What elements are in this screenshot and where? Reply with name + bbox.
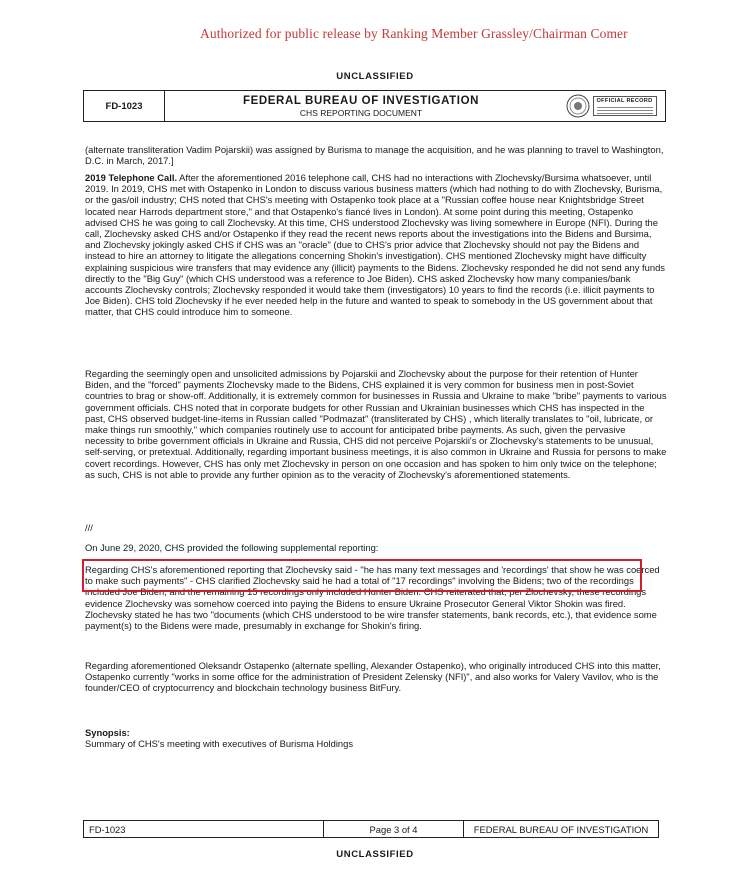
classification-top: UNCLASSIFIED <box>336 71 414 82</box>
official-record-stamp <box>593 96 657 116</box>
footer-page-number: Page 3 of 4 <box>324 821 464 837</box>
agency-title: FEDERAL BUREAU OF INVESTIGATION <box>242 94 480 107</box>
paragraph-3: On June 29, 2020, CHS provided the following supplemental reporting: <box>85 542 379 553</box>
highlight-box <box>82 559 642 592</box>
synopsis <box>85 727 667 749</box>
synopsis-heading: Synopsis: <box>85 727 130 738</box>
form-number: FD-1023 <box>84 91 165 121</box>
separator-text: /// <box>85 522 93 533</box>
paragraph-0: (alternate transliteration Vadim Pojarskii) was assigned by Burisma to manage the acquisition, and he was planning to travel to Washington, D.C. in March, 2017.] <box>85 144 664 167</box>
paragraph-ostapenko <box>85 660 667 694</box>
header-box <box>83 90 666 122</box>
paragraph-4: Regarding CHS's aforementioned reporting that Zlochevsky said - "he has many text messages and 'recordings' that show he was coerced to make such payments" - CHS clarified Zlochevsky said he had a total of "17 recordings" involving the Bidens; two of the recordings included Joe Biden, and the remaining 15 recordings only included Hunter Biden. CHS reiterated that, per Zlochevsky, these recordings evidence Zlochevsky was somehow coerced into paying the Bidens to ensure Ukraine Prosecutor General Viktor Shokin was fired. Zlochevsky stated he has two "documents (which CHS understood to be wire transfer statements, bank records, etc.), that evidence some payment(s) to the Bidens were made, presumably in exchange for Shokin's firing. <box>85 564 660 632</box>
doc-type: CHS REPORTING DOCUMENT <box>299 107 423 118</box>
stamp-title: OFFICIAL RECORD <box>596 98 653 104</box>
paragraph-telephone-call <box>85 172 667 318</box>
footer-row <box>83 820 659 838</box>
paragraph-1-body: After the aforementioned 2016 telephone call, CHS had no interactions with Zlochevsky/Bursima whatsoever, until 2019. In 2019, CHS met with Ostapenko in London to discuss various business matters (which had nothing to do with Zlochevsky, Burisma, or the gas/oil industry; CHS noted that CHS's meeting with Ostapenko took place at a "Russian coffee house near Knightsbridge Street located near Harrods department store," and that Ostapenko's fiancé lives in London). At some point during this meeting, Ostapenko advised CHS he was going to call Zlochevsky. At this time, CHS understood Zlochevsky was living somewhere in Europe (NFI). During the call, Zlochevsky asked CHS and/or Ostapenko if they read the recent news reports about the investigations into the Bidens and Bursima, and Zlochevsky jokingly asked CHS if CHS was an "oracle" (due to CHS's prior advice that Zlochevsky should not pay the Bidens and instead to hire an attorney to litigate the allegations concerning Shokin's investigation). CHS mentioned Zlochevsky might have difficulty explaining suspicious wire transfers that may evidence any (illicit) payments to the Bidens. Zlochevsky responded he did not send any funds directly to the "Big Guy" (which CHS understood was a reference to Joe Biden). CHS asked Zlochevsky how many companies/bank accounts Zlochevsky controls; Zlochevsky responded it would take them (investigators) 10 years to find the records (i.e. illicit payments to Joe Biden). CHS told Zlochevsky if he ever needed help in the future and wanted to speak to somebody in the US government about that matter, that CHS could introduce him to someone. <box>85 172 665 318</box>
paragraph-1-heading: 2019 Telephone Call. <box>85 172 178 183</box>
header-seal-area <box>557 91 665 121</box>
paragraph-5: Regarding aforementioned Oleksandr Ostapenko (alternate spelling, Alexander Ostapenko), who originally introduced CHS into this matter, Ostapenko currently "works in some office for the administration of President Zelensky (NFI)", and also works for Valery Vavilov, who is the founder/CEO of cryptocurrency and blockchain technology business BitFury. <box>85 660 661 694</box>
paragraph-2: Regarding the seemingly open and unsolicited admissions by Pojarskii and Zlochevsky about the purpose for their retention of Hunter Biden, and the "forced" payments Zlochevsky made to the Bidens, CHS explained it is very common for business men in post-Soviet countries to brag or show-off. Additionally, it is extremely common for businesses in Russia and Ukraine to make "bribe" payments to various government officials. CHS noted that in corporate budgets for other Russian and Ukrainian businesses which CHS has inspected in the past, CHS observed budget-line-items in Russian called "Podmazat" (transliterated by CHS) , which literally translates to "oil, lubricate, or make things run smoothly," which companies routinely use to account for anticipated bribe payments. As such, given the pervasive necessity to bribe government officials in Ukraine and Russia, CHS did not perceive Pojarskii's or Zlochevsky's statements to be unusual, self-serving, or pretextual. Additionally, regarding important business meetings, it is also common in Ukraine and Russia for persons to make covert recordings. However, CHS has only met Zlochevsky in person on one occasion and has spoken to him only twice on the telephone; as such, CHS is not able to provide any further opinion as to the veracity of Zlochevsky's aforementioned statements. <box>85 368 667 480</box>
paragraph-supplemental-intro <box>85 542 667 553</box>
separator <box>85 522 667 533</box>
paragraph-intro <box>85 144 667 166</box>
release-note: Authorized for public release by Ranking Member Grassley/Chairman Comer <box>200 26 628 41</box>
paragraph-1 <box>85 172 667 318</box>
synopsis-body: Summary of CHS's meeting with executives of Burisma Holdings <box>85 738 354 750</box>
paragraph-admissions <box>85 368 667 480</box>
classification-bottom: UNCLASSIFIED <box>336 849 414 860</box>
footer-form-number: FD-1023 <box>84 821 324 837</box>
footer-agency: FEDERAL BUREAU OF INVESTIGATION <box>473 823 649 835</box>
fbi-seal-icon <box>566 94 590 118</box>
header-center <box>165 91 557 121</box>
stamp-lines <box>597 105 653 114</box>
